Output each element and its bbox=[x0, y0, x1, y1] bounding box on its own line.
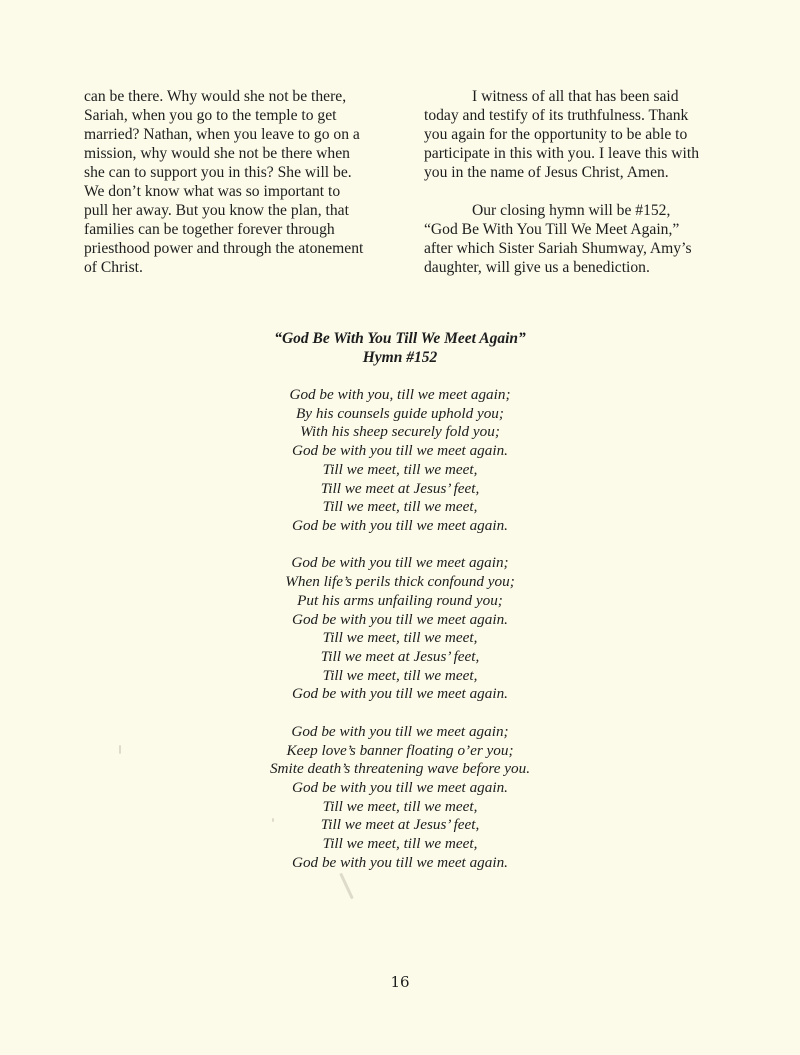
text-line: priesthood power and through the atonement bbox=[84, 240, 364, 257]
verse-line: God be with you till we meet again. bbox=[292, 685, 508, 703]
left-paragraph bbox=[84, 87, 384, 277]
verse-line: God be with you till we meet again. bbox=[292, 516, 508, 534]
left-column bbox=[84, 87, 384, 277]
verse-line: God be with you till we meet again. bbox=[292, 610, 508, 628]
text-line: I witness of all that has been said bbox=[472, 88, 679, 105]
text-line: Sariah, when you go to the temple to get bbox=[84, 107, 337, 124]
verse-line: Till we meet, till we meet, bbox=[322, 666, 478, 684]
verse-line: Till we meet at Jesus’ feet, bbox=[320, 816, 480, 834]
verse-line: God be with you till we meet again. bbox=[292, 442, 508, 460]
verse-line: When life’s perils thick confound you; bbox=[285, 573, 515, 591]
text-line: you in the name of Jesus Christ, Amen. bbox=[424, 164, 669, 181]
verse-line: By his counsels guide uphold you; bbox=[296, 404, 504, 422]
scan-mark bbox=[272, 818, 274, 822]
hymn-verse-2 bbox=[0, 554, 800, 704]
verse-line: God be with you till we meet again; bbox=[291, 554, 509, 572]
verse-line: Till we meet, till we meet, bbox=[322, 460, 478, 478]
text-line: after which Sister Sariah Shumway, Amy’s bbox=[424, 240, 692, 257]
text-line: of Christ. bbox=[84, 259, 143, 276]
verse-line: God be with you till we meet again; bbox=[291, 722, 509, 740]
verse-line: Put his arms unfailing round you; bbox=[297, 591, 503, 609]
text-line: participate in this with you. I leave this with bbox=[424, 145, 699, 162]
closing-hymn-paragraph bbox=[424, 201, 744, 277]
hymn-header bbox=[0, 329, 800, 367]
text-line: families can be together forever through bbox=[84, 221, 335, 238]
hymn-lyrics bbox=[0, 386, 800, 891]
text-line: today and testify of its truthfulness. Thank bbox=[424, 107, 689, 124]
text-line: “God Be With You Till We Meet Again,” bbox=[424, 221, 680, 238]
verse-line: Till we meet, till we meet, bbox=[322, 629, 478, 647]
verse-line: Till we meet, till we meet, bbox=[322, 797, 478, 815]
text-line: daughter, will give us a benediction. bbox=[424, 259, 650, 276]
verse-line: Till we meet at Jesus’ feet, bbox=[320, 647, 480, 665]
verse-line: Till we meet, till we meet, bbox=[322, 835, 478, 853]
text-line: pull her away. But you know the plan, that bbox=[84, 202, 349, 219]
text-line: We don’t know what was so important to bbox=[84, 183, 341, 200]
verse-line: Till we meet at Jesus’ feet, bbox=[320, 479, 480, 497]
text-line: can be there. Why would she not be there, bbox=[84, 88, 347, 105]
hymn-title: “God Be With You Till We Meet Again” bbox=[274, 330, 526, 347]
text-line: mission, why would she not be there when bbox=[84, 145, 350, 162]
text-line: you again for the opportunity to be able to bbox=[424, 126, 688, 143]
text-line: married? Nathan, when you leave to go on a bbox=[84, 126, 360, 143]
right-column bbox=[424, 87, 744, 277]
verse-line: Smite death’s threatening wave before you. bbox=[269, 760, 531, 778]
verse-line: God be with you till we meet again. bbox=[292, 778, 508, 796]
verse-line: Keep love’s banner floating o’er you; bbox=[286, 741, 514, 759]
verse-line: Till we meet, till we meet, bbox=[322, 498, 478, 516]
page-number: 16 bbox=[390, 973, 410, 991]
verse-line: With his sheep securely fold you; bbox=[300, 423, 500, 441]
scan-mark bbox=[119, 745, 121, 754]
witness-paragraph bbox=[424, 87, 744, 182]
hymn-verse-1 bbox=[0, 386, 800, 536]
verse-line: God be with you, till we meet again; bbox=[289, 386, 511, 403]
text-line: she can to support you in this? She will be. bbox=[84, 164, 352, 181]
hymn-number: Hymn #152 bbox=[362, 349, 438, 366]
text-line: Our closing hymn will be #152, bbox=[472, 202, 671, 219]
verse-line: God be with you till we meet again. bbox=[292, 853, 508, 871]
